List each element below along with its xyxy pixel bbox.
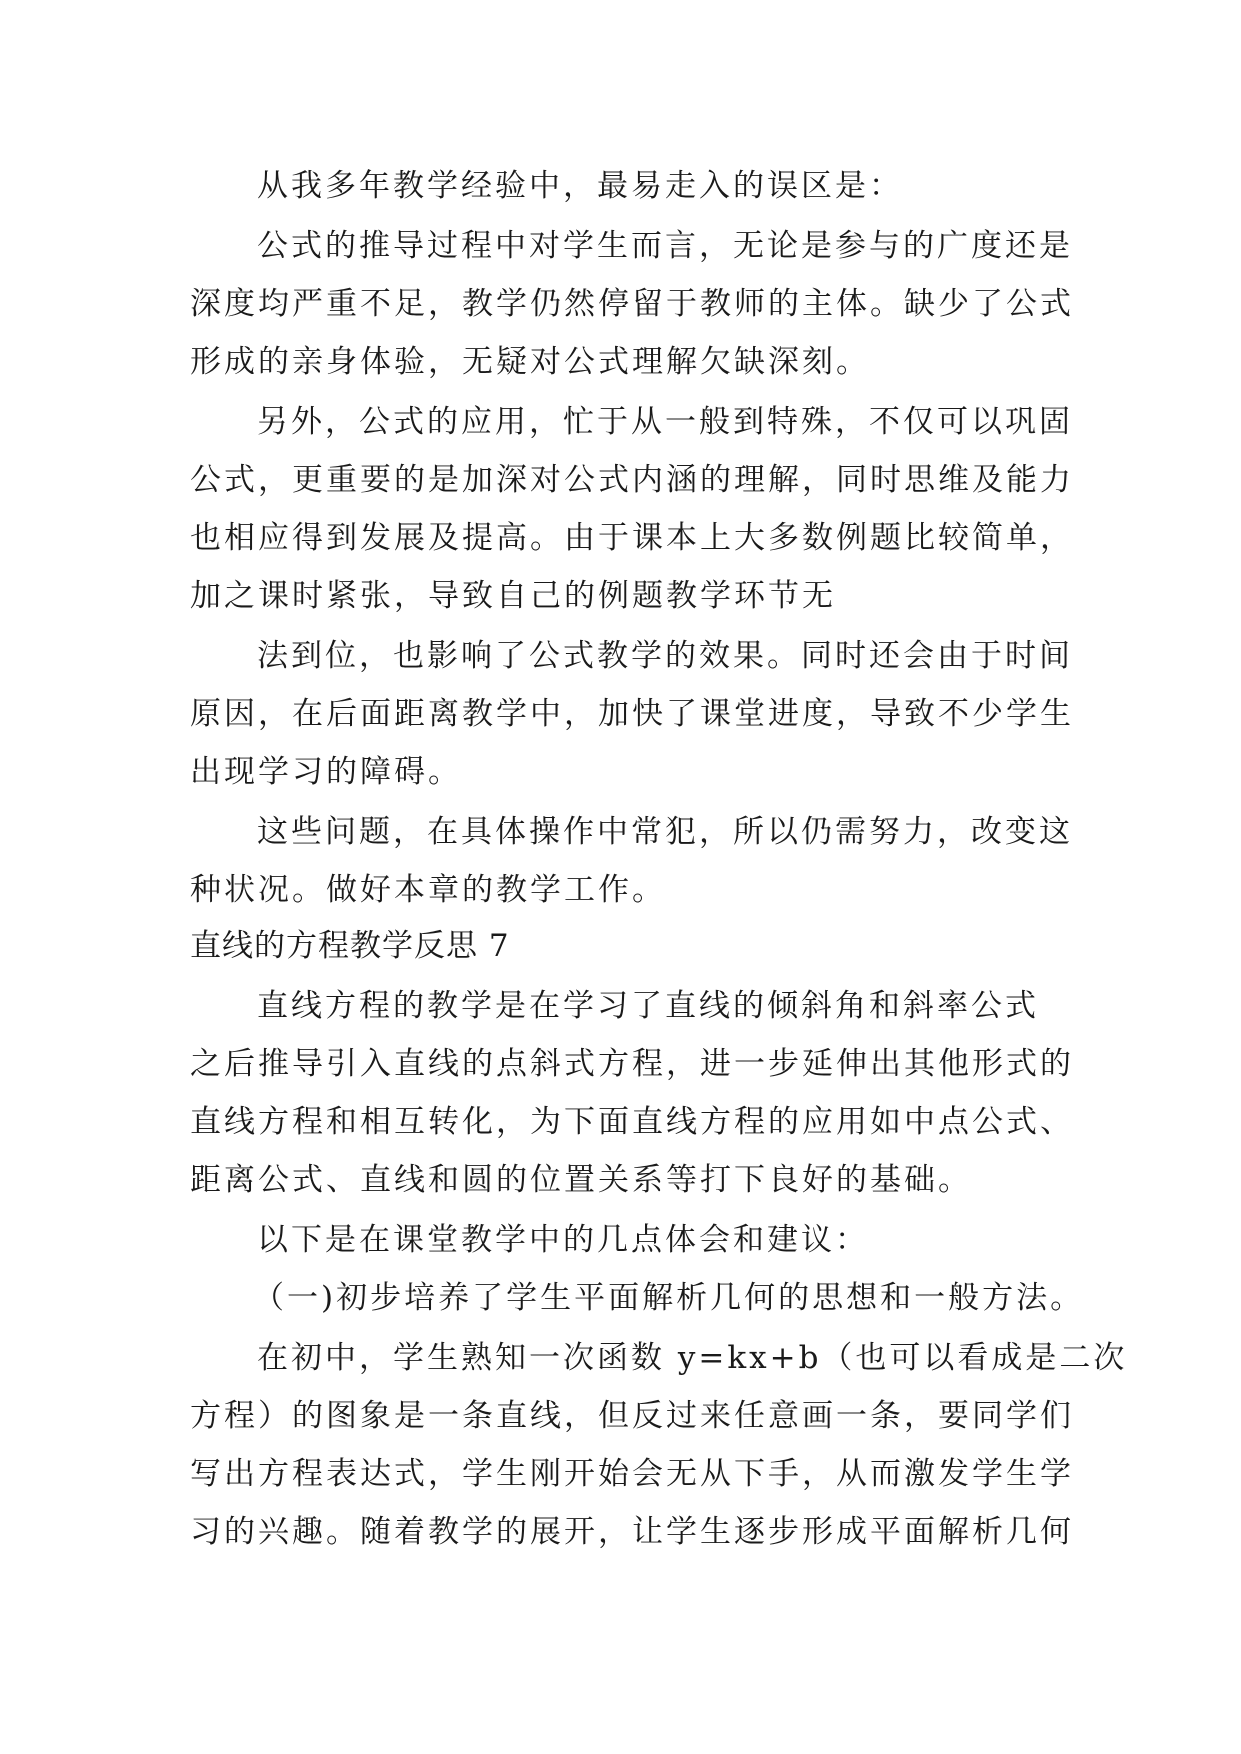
text-line-18: 距离公式、直线和圆的位置关系等打下良好的基础。 — [190, 1162, 972, 1198]
text-line-11: 出现学习的障碍。 — [190, 754, 462, 790]
text-line-13: 种状况。做好本章的教学工作。 — [190, 872, 666, 908]
text-line-15: 直线方程的教学是在学习了直线的倾斜角和斜率公式 — [257, 988, 1039, 1024]
text-line-3: 深度均严重不足，教学仍然停留于教师的主体。缺少了公式 — [190, 286, 1074, 322]
text-line-2: 公式的推导过程中对学生而言，无论是参与的广度还是 — [257, 228, 1073, 264]
text-line-23: 写出方程表达式，学生刚开始会无从下手，从而激发学生学 — [190, 1456, 1074, 1492]
text-line-24: 习的兴趣。随着教学的展开，让学生逐步形成平面解析几何 — [190, 1514, 1074, 1550]
text-line-16: 之后推导引入直线的点斜式方程，进一步延伸出其他形式的 — [190, 1046, 1074, 1082]
text-line-10: 原因，在后面距离教学中，加快了课堂进度，导致不少学生 — [190, 696, 1074, 732]
text-line-5: 另外，公式的应用，忙于从一般到特殊，不仅可以巩固 — [257, 404, 1073, 440]
section-heading: 直线的方程教学反思 7 — [190, 928, 510, 964]
text-line-19: 以下是在课堂教学中的几点体会和建议： — [257, 1222, 869, 1258]
text-line-21: 在初中，学生熟知一次函数 y=kx+b（也可以看成是二次 — [257, 1340, 1128, 1376]
text-line-1: 从我多年教学经验中，最易走入的误区是： — [257, 168, 903, 204]
text-line-12: 这些问题，在具体操作中常犯，所以仍需努力，改变这 — [257, 814, 1073, 850]
text-line-7: 也相应得到发展及提高。由于课本上大多数例题比较简单， — [190, 520, 1074, 556]
text-line-17: 直线方程和相互转化，为下面直线方程的应用如中点公式、 — [190, 1104, 1074, 1140]
text-line-20: （一)初步培养了学生平面解析几何的思想和一般方法。 — [253, 1280, 1085, 1316]
text-line-8: 加之课时紧张，导致自己的例题教学环节无 — [190, 578, 836, 614]
text-line-6: 公式，更重要的是加深对公式内涵的理解，同时思维及能力 — [190, 462, 1074, 498]
text-line-9: 法到位，也影响了公式教学的效果。同时还会由于时间 — [257, 638, 1073, 674]
text-line-22: 方程）的图象是一条直线，但反过来任意画一条，要同学们 — [190, 1398, 1074, 1434]
text-line-4: 形成的亲身体验，无疑对公式理解欠缺深刻。 — [190, 344, 870, 380]
